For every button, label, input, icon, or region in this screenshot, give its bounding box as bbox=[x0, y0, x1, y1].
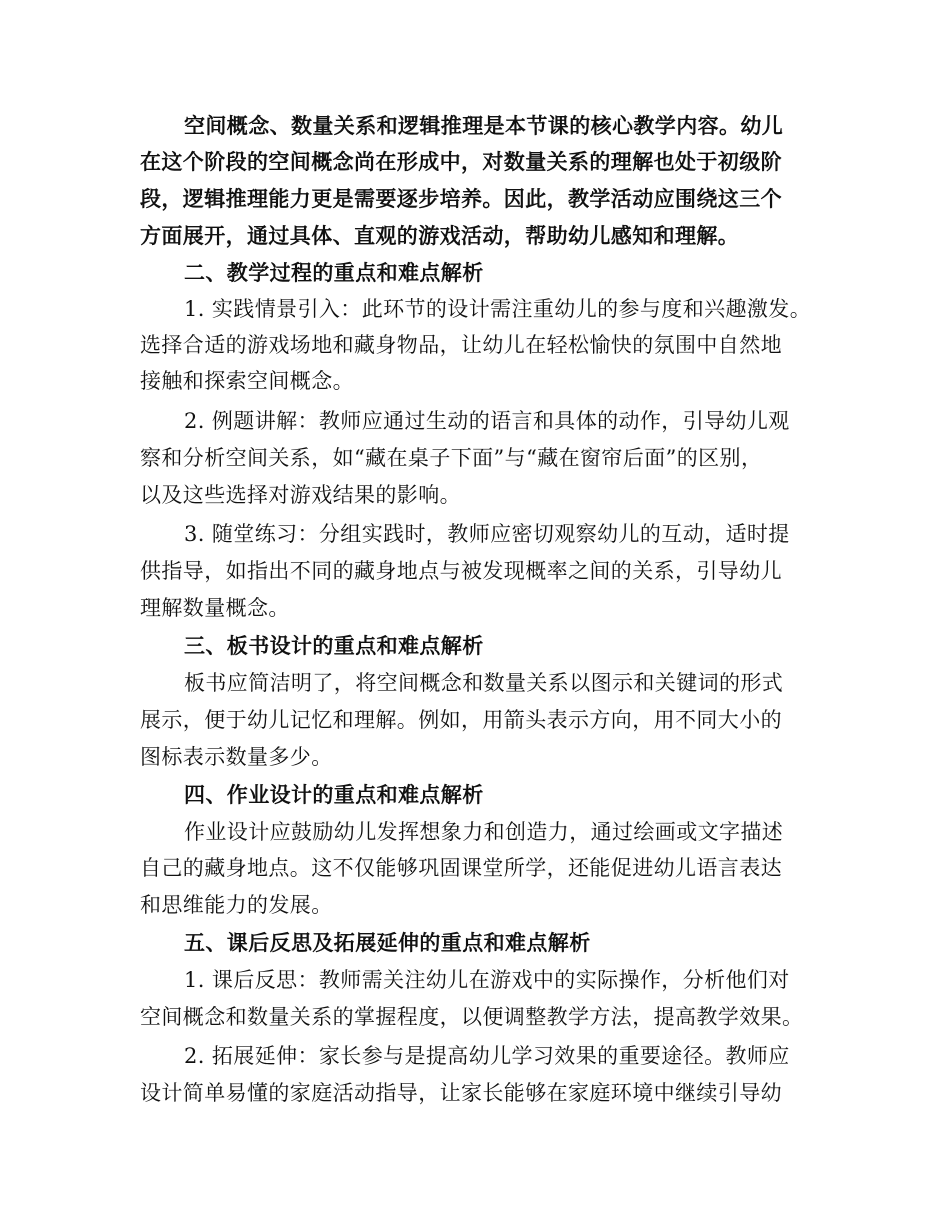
section2-item1-line: 选择合适的游戏场地和藏身物品，让幼儿在轻松愉快的氛围中自然地 bbox=[140, 333, 782, 357]
section-heading-4: 四、作业设计的重点和难点解析 bbox=[184, 782, 484, 807]
section2-item1-line: 接触和探索空间概念。 bbox=[140, 369, 354, 393]
section3-line: 展示，便于幼儿记忆和理解。例如，用箭头表示方向，用不同大小的 bbox=[140, 708, 782, 732]
section2-item2-line: 以及这些选择对游戏结果的影响。 bbox=[140, 483, 461, 507]
section5-item1-line: 空间概念和数量关系的掌握程度，以便调整教学方法，提高教学效果。 bbox=[140, 1005, 804, 1029]
section5-item2-line: 设计简单易懂的家庭活动指导，让家长能够在家庭环境中继续引导幼 bbox=[140, 1081, 782, 1105]
section4-line: 自己的藏身地点。这不仅能够巩固课堂所学，还能促进幼儿语言表达 bbox=[140, 856, 782, 880]
section4-line: 和思维能力的发展。 bbox=[140, 893, 333, 917]
intro-line: 空间概念、数量关系和逻辑推理是本节课的核心教学内容。幼儿 bbox=[184, 113, 784, 138]
section2-item1-line: 1. 实践情景引入：此环节的设计需注重幼儿的参与度和兴趣激发。 bbox=[184, 297, 812, 321]
section-heading-5: 五、课后反思及拓展延伸的重点和难点解析 bbox=[184, 930, 591, 955]
section2-item2-line: 察和分析空间关系，如“藏在桌子下面”与“藏在窗帘后面”的区别， bbox=[140, 446, 763, 470]
intro-line: 方面展开，通过具体、直观的游戏活动，帮助幼儿感知和理解。 bbox=[140, 223, 740, 248]
section2-item3-line: 供指导，如指出不同的藏身地点与被发现概率之间的关系，引导幼儿 bbox=[140, 559, 782, 583]
section-heading-3: 三、板书设计的重点和难点解析 bbox=[184, 633, 484, 658]
section-heading-2: 二、教学过程的重点和难点解析 bbox=[184, 260, 484, 285]
section2-item2-line: 2. 例题讲解：教师应通过生动的语言和具体的动作，引导幼儿观 bbox=[184, 409, 790, 433]
intro-line: 段，逻辑推理能力更是需要逐步培养。因此，教学活动应围绕这三个 bbox=[140, 186, 782, 211]
section2-item3-line: 3. 随堂练习：分组实践时，教师应密切观察幼儿的互动，适时提 bbox=[184, 522, 790, 546]
section4-line: 作业设计应鼓励幼儿发挥想象力和创造力，通过绘画或文字描述 bbox=[184, 820, 784, 844]
section3-line: 图标表示数量多少。 bbox=[140, 745, 333, 769]
section2-item3-line: 理解数量概念。 bbox=[140, 596, 290, 620]
section5-item2-line: 2. 拓展延伸：家长参与是提高幼儿学习效果的重要途径。教师应 bbox=[184, 1044, 790, 1068]
section5-item1-line: 1. 课后反思：教师需关注幼儿在游戏中的实际操作，分析他们对 bbox=[184, 968, 790, 992]
section3-line: 板书应简洁明了，将空间概念和数量关系以图示和关键词的形式 bbox=[184, 671, 784, 695]
intro-line: 在这个阶段的空间概念尚在形成中，对数量关系的理解也处于初级阶 bbox=[140, 149, 782, 174]
